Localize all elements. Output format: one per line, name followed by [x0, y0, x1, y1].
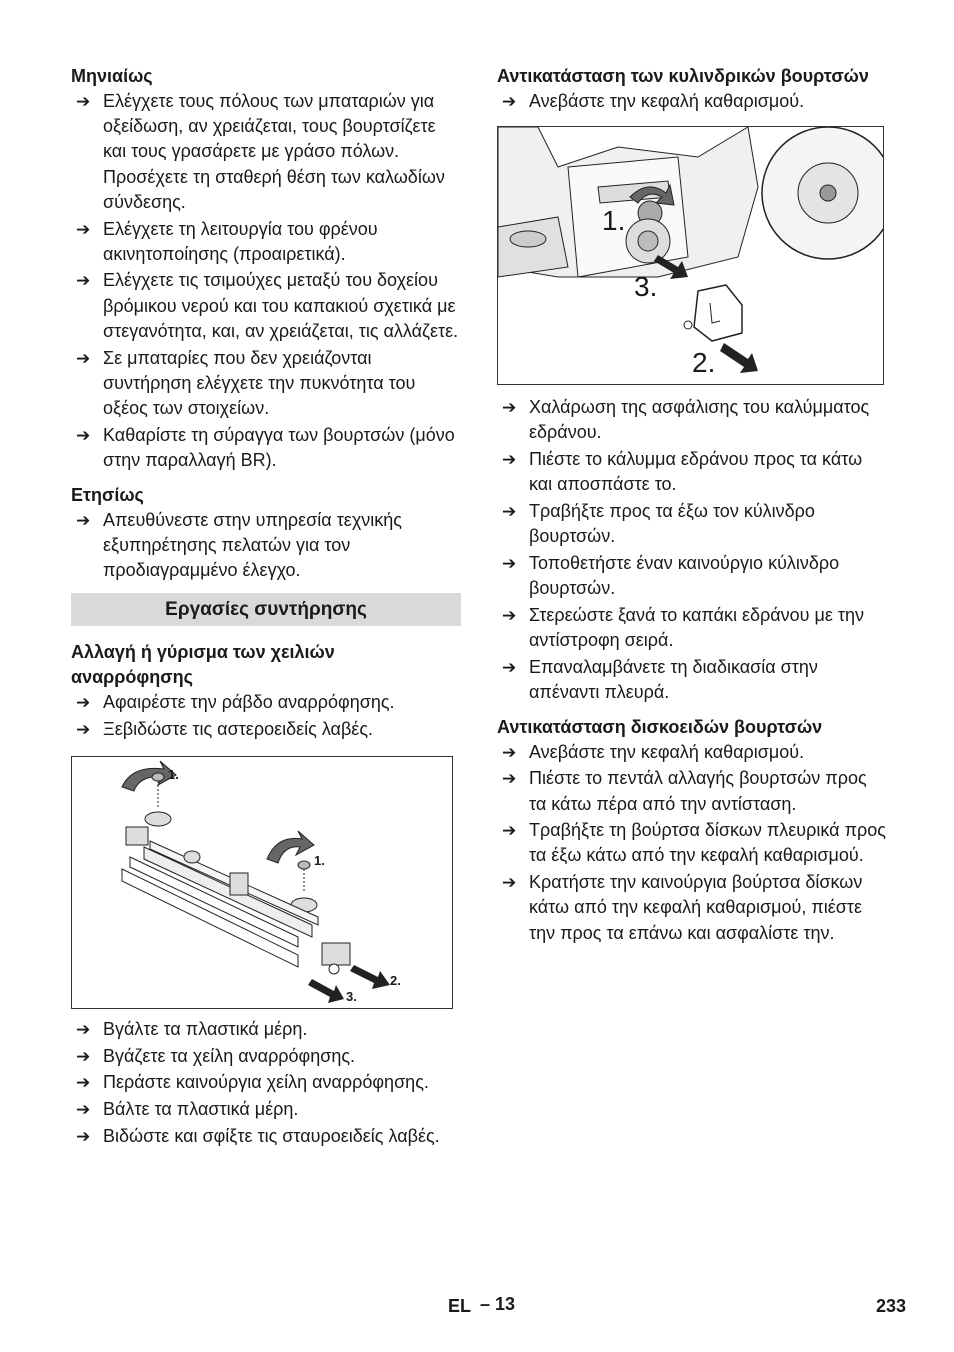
roller-brush-drawing — [498, 127, 883, 384]
list-item: ➔ Βάλτε τα πλαστικά μέρη. — [71, 1097, 461, 1122]
arrow-right-icon: ➔ — [76, 693, 91, 713]
roller-brush-figure — [497, 126, 884, 385]
section-title-bar: Εργασίες συντήρησης — [71, 593, 461, 626]
arrow-right-icon: ➔ — [76, 1020, 91, 1040]
list-item: ➔ Βγάλτε τα πλαστικά μέρη. — [71, 1017, 461, 1042]
list-item: ➔ Πιέστε το κάλυμμα εδράνου προς τα κάτω και αποσπάστε το. — [502, 449, 863, 495]
figure-label: 1. — [314, 853, 325, 869]
arrow-right-icon: ➔ — [76, 719, 91, 739]
arrow-right-icon: ➔ — [76, 271, 91, 291]
figure-label: 3. — [634, 271, 658, 303]
left-column — [71, 64, 461, 1151]
arrow-right-icon: ➔ — [502, 92, 517, 111]
figure-label: 2. — [692, 347, 716, 379]
arrow-right-icon: ➔ — [76, 425, 91, 445]
list-item: ➔ Ελέγχετε τους πόλους των μπαταριών για οξείδωση, αν χρειάζεται, τους βουρτσίζετε και τους γρασάρετε με γράσο πόλων. Προσέχετε τη σταθερή θέση των καλωδίων σύνδεσης. — [76, 91, 445, 212]
figure-label: 1. — [602, 205, 626, 237]
list-item: ➔ Ανεβάστε την κεφαλή καθαρισμού. — [497, 740, 887, 765]
list-item: ➔ Βγάζετε τα χείλη αναρρόφησης. — [71, 1044, 461, 1069]
list-item: ➔ Επαναλαμβάνετε τη διαδικασία στην απέναντι πλευρά. — [502, 656, 818, 702]
arrow-right-icon: ➔ — [76, 219, 91, 239]
arrow-right-icon: ➔ — [76, 1046, 91, 1066]
arrow-right-icon: ➔ — [76, 92, 91, 111]
monthly-steps — [71, 89, 461, 473]
list-item: ➔ Ανεβάστε την κεφαλή καθαρισμού. — [497, 89, 887, 114]
arrow-right-icon: ➔ — [502, 502, 517, 522]
arrow-right-icon: ➔ — [502, 553, 517, 573]
figure-label: 3. — [346, 989, 357, 1005]
arrow-right-icon: ➔ — [502, 398, 517, 418]
list-item: ➔ Τραβήξτε τη βούρτσα δίσκων πλευρικά προς τα έξω κάτω από την κεφαλή καθαρισμού. — [502, 820, 886, 866]
arrow-right-icon: ➔ — [76, 1073, 91, 1093]
list-item: ➔ Ελέγχετε τη λειτουργία του φρένου ακινητοποίησης (προαιρετικά). — [76, 218, 378, 264]
heading-yearly: Ετησίως — [71, 484, 144, 505]
list-item: ➔ Περάστε καινούργια χείλη αναρρόφησης. — [71, 1070, 461, 1095]
list-item: ➔ Τοποθετήστε έναν καινούργιο κύλινδρο βουρτσών. — [502, 552, 840, 599]
list-item: ➔ Αφαιρέστε την ράβδο αναρρόφησης. — [71, 690, 461, 715]
footer-page-number: 233 — [876, 1296, 907, 1316]
heading-roller: Αντικατάσταση των κυλινδρικών βουρτσών — [497, 66, 869, 86]
arrow-right-icon: ➔ — [502, 821, 517, 841]
list-item: ➔ Στερεώστε ξανά το καπάκι εδράνου με την αντίστροφη σειρά. — [502, 604, 865, 651]
list-item: ➔ Κρατήστε την καινούργια βούρτσα δίσκων κάτω από την κεφαλή καθαρισμού, πιέστε την προς τα επάνω και ασφαλίστε την. — [502, 872, 863, 943]
list-item: ➔ Ελέγχετε τις τσιμούχες μεταξύ του δοχείου βρόμικου νερού και του καπακιού σχετικά με στεγανότητα, και, αν χρειάζεται, τις αλλάζετε. — [76, 270, 459, 341]
squeegee-figure — [71, 756, 453, 1009]
arrow-right-icon: ➔ — [502, 873, 517, 893]
arrow-right-icon: ➔ — [502, 769, 517, 789]
list-item: ➔ Πιέστε το πεντάλ αλλαγής βουρτσών προς τα κάτω πέρα από την αντίσταση. — [502, 768, 867, 814]
footer-language: EL — [448, 1296, 472, 1316]
arrow-right-icon: ➔ — [76, 510, 91, 530]
heading-lips: Αλλαγή ή γύρισμα των χειλιών αναρρόφησης — [71, 642, 335, 688]
arrow-right-icon: ➔ — [76, 1126, 91, 1146]
list-item: ➔ Βιδώστε και σφίξτε τις σταυροειδείς λαβές. — [71, 1124, 461, 1149]
arrow-right-icon: ➔ — [76, 1100, 91, 1120]
arrow-right-icon: ➔ — [502, 742, 517, 762]
list-item: ➔ Καθαρίστε τη σύραγγα των βουρτσών (μόνο στην παραλλαγή BR). — [76, 424, 455, 470]
figure-label: 1. — [168, 767, 179, 783]
footer-section-page: – 13 — [480, 1294, 516, 1314]
list-item: ➔ Ξεβιδώστε τις αστεροειδείς λαβές. — [71, 717, 461, 742]
squeegee-drawing — [72, 757, 452, 1008]
arrow-right-icon: ➔ — [502, 657, 517, 677]
arrow-right-icon: ➔ — [76, 348, 91, 368]
arrow-right-icon: ➔ — [502, 605, 517, 625]
list-item: ➔ Απευθύνεστε στην υπηρεσία τεχνικής εξυπηρέτησης πελατών για τον προδιαγραμμένο έλεγχο. — [76, 509, 402, 580]
heading-disc: Αντικατάσταση δισκοειδών βουρτσών — [497, 716, 823, 737]
heading-monthly: Μηνιαίως — [71, 66, 153, 86]
list-item: ➔ Σε μπαταρίες που δεν χρειάζονται συντήρηση ελέγχετε την πυκνότητα του οξέος των στοιχείων. — [76, 347, 416, 418]
arrow-right-icon: ➔ — [502, 450, 517, 470]
list-item: ➔ Χαλάρωση της ασφάλισης του καλύμματος εδράνου. — [502, 397, 870, 443]
right-column — [497, 64, 887, 947]
figure-label: 2. — [390, 973, 401, 989]
list-item: ➔ Τραβήξτε προς τα έξω τον κύλινδρο βουρτσών. — [502, 501, 815, 547]
